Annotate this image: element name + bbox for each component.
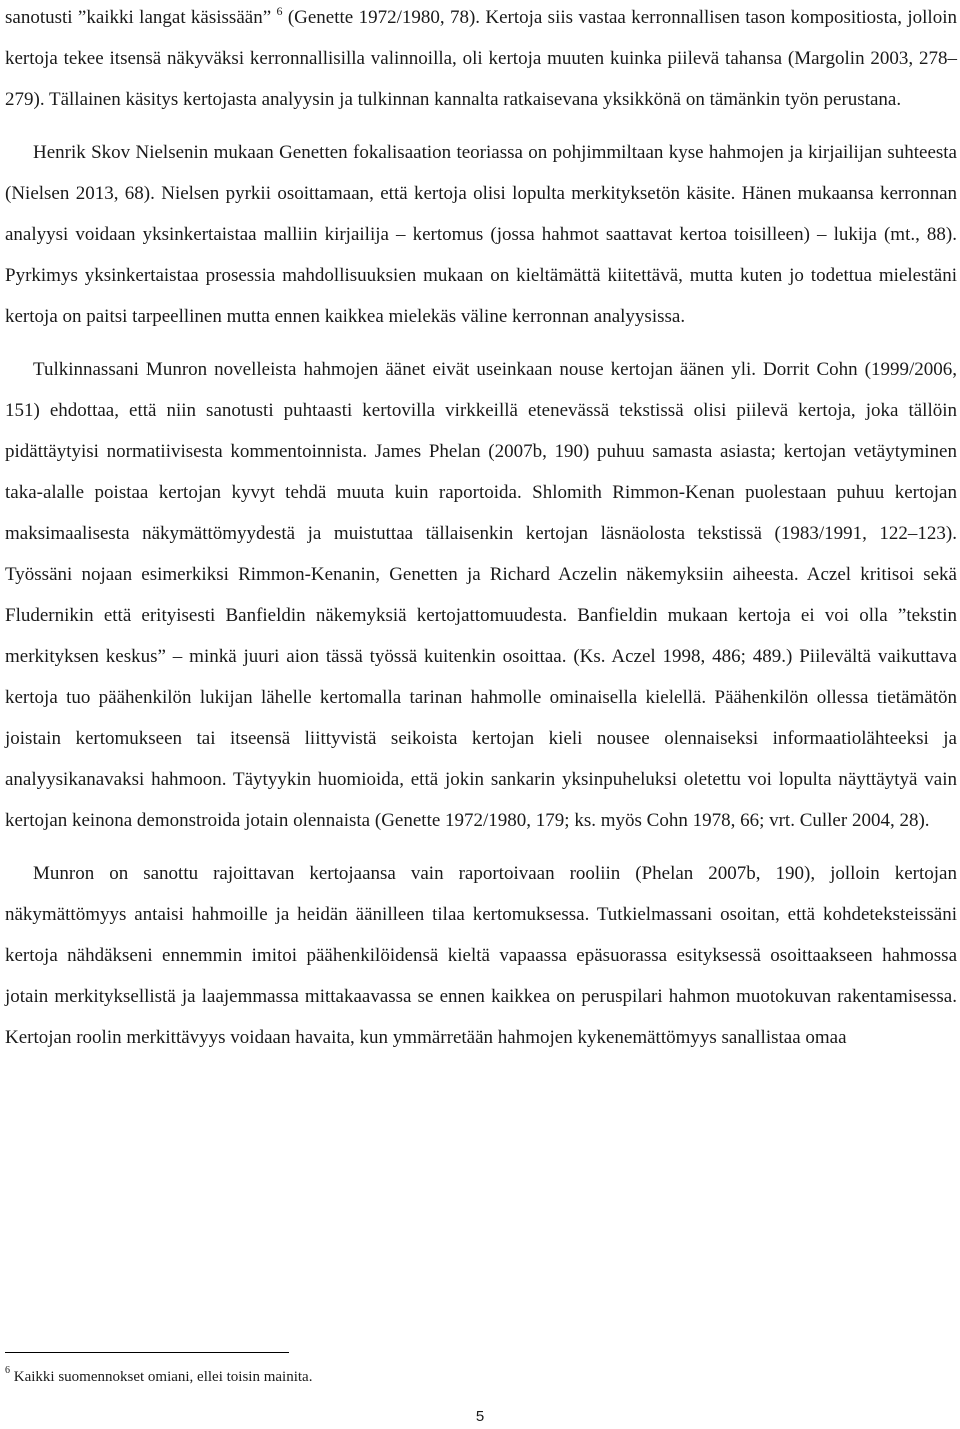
paragraph-1-text-start: sanotusti ”kaikki langat käsissään” bbox=[5, 7, 272, 28]
body-paragraph-2: Henrik Skov Nielsenin mukaan Genetten fokalisaation teoriassa on pohjimmiltaan kyse hahmojen ja kirjailijan suhteesta (Nielsen 2013, 68). Nielsen pyrkii osoittamaan, että kertoja olisi lopulta merkityksetön käsite. Hänen mukaansa kerronnan analyysi voidaan yksinkertaistaa malliin kirjailija – kertomus (jossa hahmot saattavat kertoa toisilleen) – lukija (mt., 88). Pyrkimys yksinkertaistaa prosessia mahdollisuuksien mukaan on kieltämättä kiitettävä, mutta kuten jo todettua mielestäni kertoja on paitsi tarpeellinen mutta ennen kaikkea mielekäs väline kerronnan analyysissa. bbox=[5, 142, 957, 327]
footnote-text: Kaikki suomennokset omiani, ellei toisin mainita. bbox=[10, 1369, 313, 1385]
document-page bbox=[5, 0, 957, 1058]
body-paragraph-3: Tulkinnassani Munron novelleista hahmojen äänet eivät useinkaan nouse kertojan äänen yli. Dorrit Cohn (1999/2006, 151) ehdottaa, että niin sanotusti puhtaasti kertovilla virkkeillä etenevässä tekstissä olisi piilevä kertoja, joka tällöin pidättäytyisi normatiivisesta kommentoinnista. James Phelan (2007b, 190) puhuu samasta asiasta; kertojan vetäytyminen taka-alalle poistaa kertojan kyvyt tehdä muuta kuin raportoida. Shlomith Rimmon-Kenan puolestaan puhuu kertojan maksimaalisesta näkymättömyydestä ja muistuttaa tällaisenkin kertojan läsnäolosta tekstissä (1983/1991, 122–123). Työssäni nojaan esimerkiksi Rimmon-Kenanin, Genetten ja Richard Aczelin näkemyksiin aiheesta. Aczel kritisoi sekä Fludernikin että erityisesti Banfieldin näkemyksiä kertojattomuudesta. Banfieldin mukaan kertoja ei voi olla ”tekstin merkityksen keskus” – minkä juuri aion tässä työssä kuitenkin osoittaa. (Ks. Aczel 1998, 486; 489.) Piilevältä vaikuttava kertoja tuo päähenkilön lukijan lähelle kertomalla tarinan hahmolle ominaisella kielellä. Päähenkilön ollessa tietämätön joistain kertomukseen tai itseensä liittyvistä seikoista kertojan kieli nousee olennaiseksi informaatiolähteeksi ja analyysikanavaksi hahmoon. Täytyykin huomioida, että jokin sankarin yksinpuheluksi oletettu voi lopulta näyttäytyä vain kertojan keinona demonstroida jotain olennaista (Genette 1972/1980, 179; ks. myös Cohn 1978, 66; vrt. Culler 2004, 28). bbox=[5, 359, 957, 831]
footnote-marker: 6 bbox=[5, 1365, 10, 1376]
footnote-6 bbox=[5, 1367, 312, 1387]
footnote-reference-6[interactable]: 6 bbox=[276, 3, 283, 18]
body-paragraph-4: Munron on sanottu rajoittavan kertojaansa vain raportoivaan rooliin (Phelan 2007b, 190), jolloin kertojan näkymättömyys antaisi hahmoille ja heidän äänilleen tilaa kertomuksessa. Tutkielmassani osoitan, että kohdeteksteissäni kertoja nähdäkseni ennemmin imitoi päähenkilöidensä kieltä vapaassa epäsuorassa esityksessä osoittaakseen hahmossa jotain merkityksellistä ja laajemmassa mittakaavassa se ennen kaikkea on peruspilari hahmon muotokuvan rakentamisessa. Kertojan roolin merkittävyys voidaan havaita, kun ymmärretään hahmojen kykenemättömyys sanallistaa omaa bbox=[5, 863, 957, 1048]
body-paragraph-1 bbox=[5, 0, 957, 120]
footnote-separator bbox=[5, 1352, 289, 1353]
page-number: 5 bbox=[475, 1408, 485, 1425]
paragraph-1-text-end: (Genette 1972/1980, 78). Kertoja siis vastaa kerronnallisen tason kompositiosta, jolloin kertoja tekee itsensä näkyväksi kerronnallisilla valinnoilla, oli kertoja muuten kuinka piilevä tahansa (Margolin 2003, 278–279). Tällainen käsitys kertojasta analyysin ja tulkinnan kannalta ratkaisevana yksikkönä on tämänkin työn perustana. bbox=[5, 7, 957, 110]
